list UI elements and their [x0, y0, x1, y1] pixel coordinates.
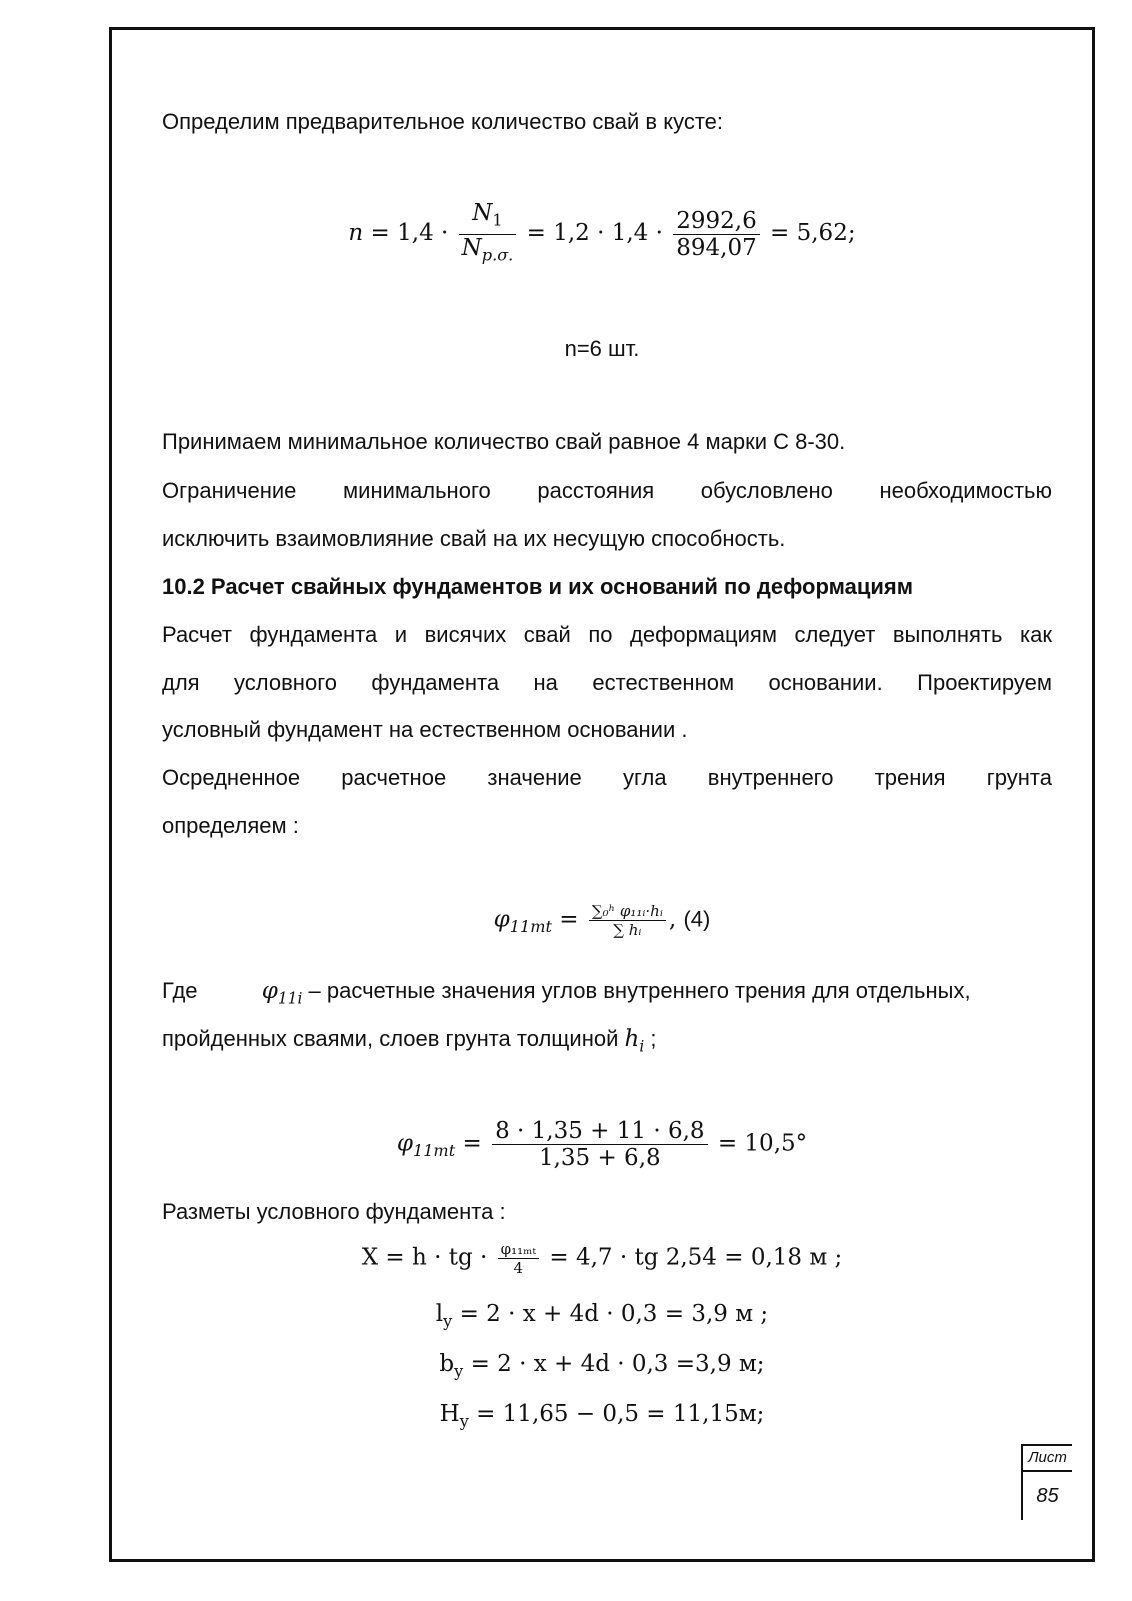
- formula-friction-value: [109, 1118, 1095, 1171]
- formula1-lhs: n: [348, 220, 364, 247]
- formula1-num-sub: 1: [492, 210, 503, 230]
- paragraph-limit-line1: Ограничение минимального расстояния обусловлено необходимостью: [162, 478, 1052, 503]
- eq-l-sym: l: [435, 1301, 444, 1327]
- formula2-fraction: [589, 902, 666, 939]
- formula2-tail: ,: [668, 906, 677, 933]
- formula1-frac2-den: 894,07: [676, 234, 757, 261]
- layers-symbol: h: [624, 1026, 640, 1052]
- formula1-den-sub: р.σ.: [481, 245, 514, 265]
- where-word: Где: [162, 978, 198, 1003]
- eq-l-body: = 2 · x + 4d · 0,3 = 3,9 м ;: [459, 1301, 769, 1327]
- formula-pile-count: [109, 200, 1095, 268]
- paragraph-calc-line1: Расчет фундамента и висячих свай по деформациям следует выполнять как: [162, 622, 1052, 647]
- eq-x-post: = 4,7 · tg 2,54 = 0,18 м ;: [549, 1244, 843, 1271]
- formula2-number: (4): [683, 906, 711, 932]
- paragraph-calc-line3: условный фундамент на естественном основании .: [162, 717, 688, 742]
- formula3-fraction: [492, 1118, 707, 1171]
- formula1-frac2-num: 2992,6: [673, 208, 759, 235]
- eq-b-body: = 2 · x + 4d · 0,3 =3,9 м;: [470, 1351, 765, 1377]
- formula1-coef: = 1,4 ·: [370, 220, 449, 247]
- eq-l-sub: y: [443, 1311, 453, 1331]
- intro-text: Определим предварительное количество свай в кусте:: [162, 109, 724, 134]
- dimensions-label: Разметы условного фундамента :: [162, 1199, 506, 1224]
- where-symbol-sub: 11i: [277, 989, 303, 1008]
- formula3-lhs-sub: 11mt: [412, 1141, 456, 1161]
- formula2-eq: =: [559, 906, 579, 933]
- eq-x-pre: X = h · tg ·: [361, 1244, 488, 1271]
- paragraph-layers: [162, 1025, 1052, 1060]
- formula3-eq: =: [462, 1130, 482, 1157]
- formula2-num: ∑₀ʰ φ₁₁ᵢ·hᵢ: [589, 902, 666, 921]
- equation-x: [109, 1240, 1095, 1277]
- where-text: – расчетные значения углов внутреннего трения для отдельных,: [308, 978, 971, 1003]
- formula3-lhs: φ: [396, 1130, 413, 1157]
- eq-h-sub: y: [459, 1411, 469, 1431]
- formula1-fraction-values: [673, 208, 759, 261]
- eq-b-sym: b: [439, 1351, 455, 1377]
- formula-avg-friction: [109, 902, 1095, 941]
- paragraph-limit-line2: исключить взаимовлияние свай на их несущую способность.: [162, 526, 786, 551]
- formula2-lhs: φ: [493, 906, 510, 933]
- formula1-den: N: [461, 234, 482, 261]
- formula3-num: 8 · 1,35 + 11 · 6,8: [492, 1118, 707, 1145]
- sheet-stamp: [1021, 1444, 1072, 1520]
- page-number: 85: [1036, 1485, 1059, 1507]
- eq-x-den: 4: [513, 1259, 524, 1277]
- layers-text: пройденных сваями, слоев грунта толщиной: [162, 1026, 619, 1051]
- formula1-result: = 5,62;: [770, 220, 856, 247]
- formula3-den: 1,35 + 6,8: [538, 1145, 661, 1171]
- equation-ly: [109, 1300, 1095, 1336]
- formula2-lhs-sub: 11mt: [509, 917, 552, 937]
- paragraph-calc-line2: для условного фундамента на естественном основании. Проектируем: [162, 670, 1052, 695]
- formula1-mid: = 1,2 · 1,4 ·: [526, 220, 663, 247]
- paragraph-avg-line2: определяем :: [162, 813, 299, 838]
- paragraph-avg-line1: Осредненное расчетное значение угла внутреннего трения грунта: [162, 765, 1052, 790]
- eq-h-sym: H: [439, 1401, 460, 1427]
- layers-symbol-sub: i: [639, 1037, 645, 1056]
- eq-x-fraction: [498, 1240, 539, 1277]
- formula1-fraction-n: [459, 200, 517, 268]
- eq-b-sub: y: [454, 1361, 464, 1381]
- paragraph-where: [162, 977, 1052, 1012]
- formula3-result: = 10,5°: [717, 1130, 808, 1157]
- equation-by: [109, 1350, 1095, 1386]
- equation-hy: [109, 1400, 1095, 1436]
- formula2-den: ∑ hᵢ: [613, 921, 642, 939]
- paragraph-accept: Принимаем минимальное количество свай равное 4 марки С 8-30.: [162, 429, 846, 454]
- section-heading: 10.2 Расчет свайных фундаментов и их оснований по деформациям: [162, 574, 914, 599]
- layers-end: ;: [644, 1026, 657, 1051]
- eq-h-body: = 11,65 − 0,5 = 11,15м;: [476, 1401, 765, 1427]
- pile-count-result: n=6 шт.: [564, 336, 640, 361]
- sheet-label: Лист: [1023, 1446, 1072, 1472]
- eq-x-num: φ₁₁ₘₜ: [498, 1240, 539, 1259]
- where-symbol: φ: [261, 978, 278, 1004]
- formula1-num: N: [472, 200, 493, 226]
